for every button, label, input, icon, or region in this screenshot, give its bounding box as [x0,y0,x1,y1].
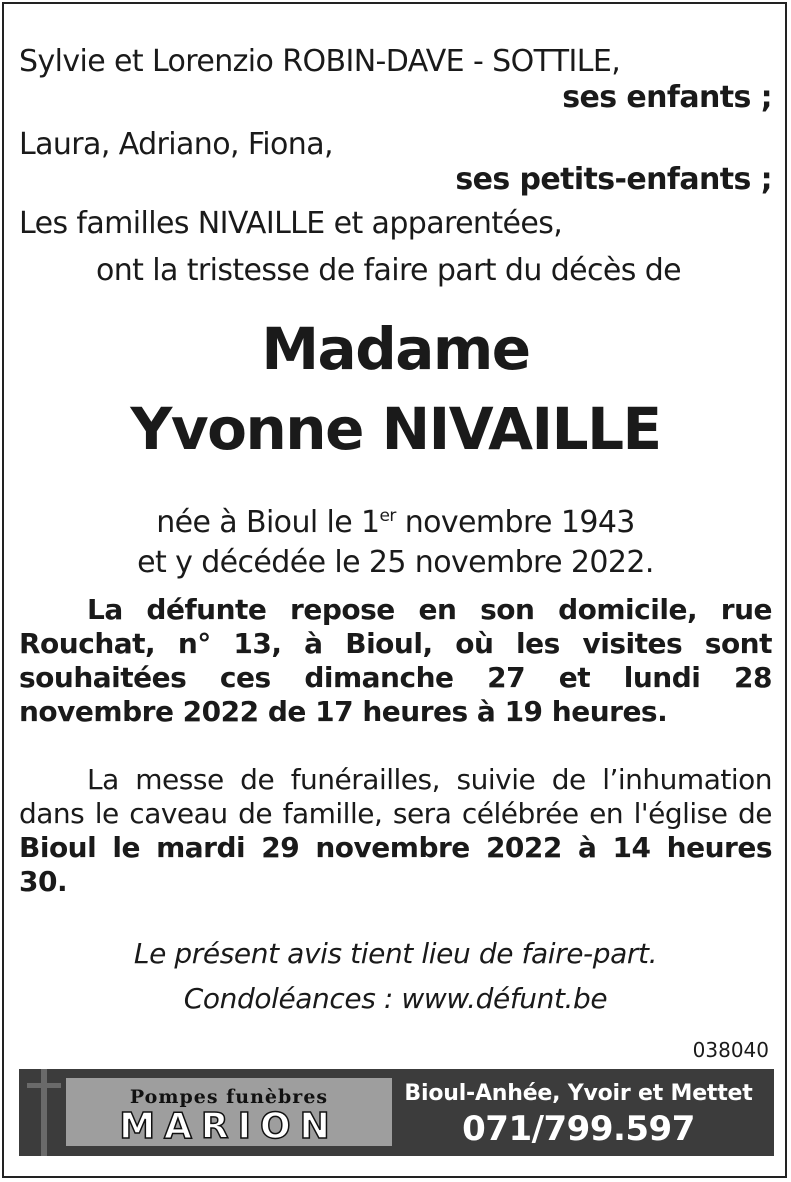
children-names: Sylvie et Lorenzio ROBIN-DAVE - SOTTILE, [19,44,621,79]
families-line: Les familles NIVAILLE et apparentées, [19,206,563,241]
funeral-text: La messe de funérailles, suivie de l’inhumation dans le caveau de famille, sera célébrée en l'église de [19,763,772,830]
deceased-name: Yvonne NIVAILLE [130,395,661,463]
notice-line-2: Condoléances : www.défunt.be [183,982,608,1015]
children-role: ses enfants ; [562,80,772,115]
funeral-paragraph [19,763,772,899]
funeral-date: Bioul le mardi 29 novembre 2022 à 14 heures 30. [19,831,772,898]
visitation-text: La défunte repose en son domicile, rue Rouchat, n° 13, à Bioul, où les visites sont souhaitées ces dimanche 27 et lundi 28 novembre 2022 de 17 heures à 19 heures. [19,593,772,728]
footer-phone: 071/799.597 [462,1109,695,1149]
grandchildren-role: ses petits-enfants ; [455,162,772,197]
funeral-home-logo [66,1078,392,1146]
announcement-line: ont la tristesse de faire part du décès de [96,253,682,288]
cross-icon-bar [27,1083,61,1088]
reference-number: 038040 [692,1038,769,1062]
deceased-title: Madame [261,315,530,383]
death-line: et y décédée le 25 novembre 2022. [137,545,654,580]
footer-locations: Bioul-Anhée, Yvoir et Mettet [404,1081,753,1106]
logo-subtitle: Pompes funèbres [129,1086,329,1108]
funeral-home-banner [19,1069,774,1156]
birth-prefix: née à Bioul le 1 [156,505,380,540]
grandchildren-names: Laura, Adriano, Fiona, [19,127,333,162]
logo-name: MARION [119,1106,339,1147]
visitation-paragraph [19,593,772,729]
birth-line [0,505,791,540]
birth-superscript: er [379,506,396,526]
notice-line-1: Le présent avis tient lieu de faire-part. [133,937,658,970]
birth-suffix: novembre 1943 [395,505,635,540]
